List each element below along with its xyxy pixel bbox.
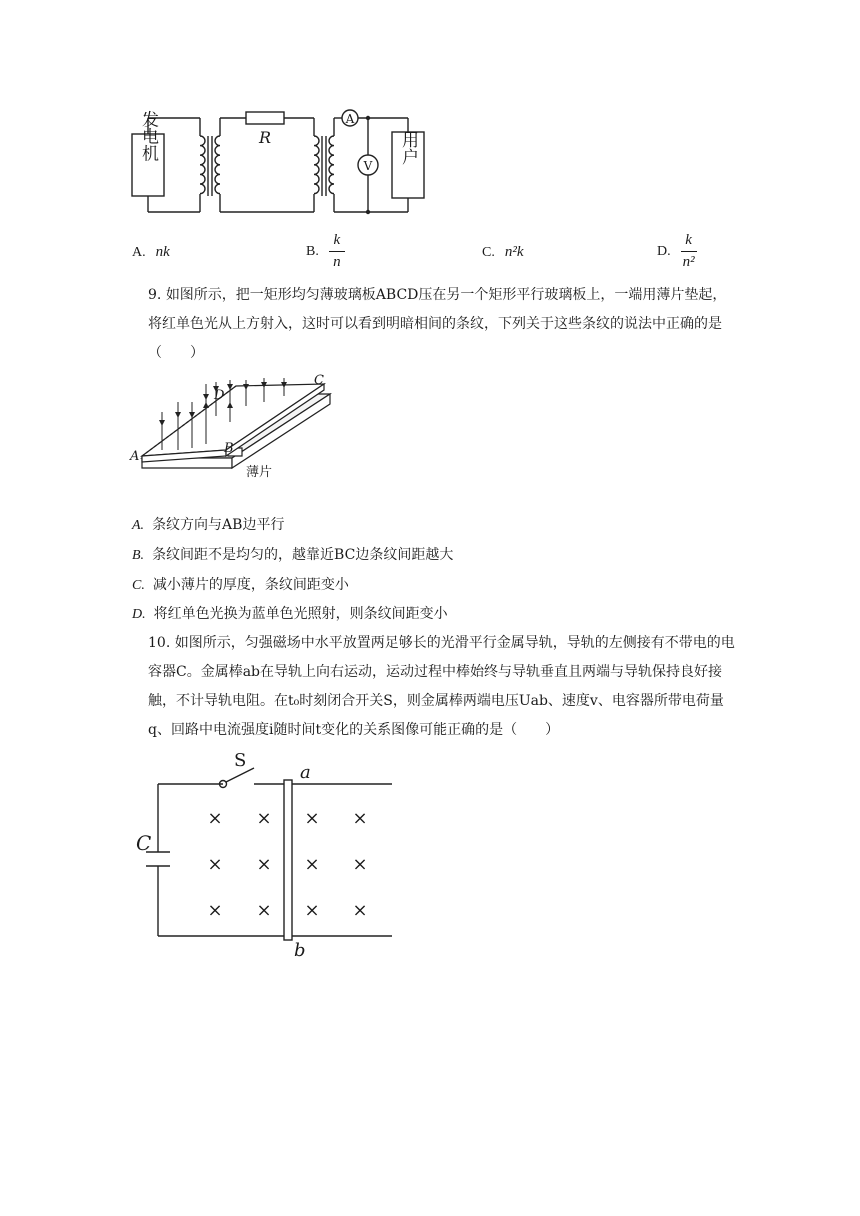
field-mark: ×: [352, 900, 368, 921]
capacitor-label: C: [136, 831, 152, 855]
q9-stem: 9. 如图所示，把一矩形均匀薄玻璃板ABCD压在另一个矩形平行玻璃板上，一端用薄片垫起，将红单色光从上方射入，这时可以看到明暗相间的条纹，下列关于这些条纹的说法中正确的是（ ）: [148, 287, 727, 361]
q8-option-d[interactable]: D. $\frac{k}{\text{n²}}$: [657, 232, 695, 270]
field-mark: ×: [304, 900, 320, 921]
field-mark: ×: [256, 854, 272, 875]
field-mark: ×: [207, 854, 223, 875]
field-mark: ×: [256, 808, 272, 829]
generator-label: 发电机: [138, 110, 158, 162]
shim-label: 薄片: [246, 465, 273, 480]
vertex-b-label: B: [224, 441, 234, 456]
fraction: $\frac{k}{\text{n²}}$: [682, 232, 695, 270]
capacitor-rail-figure: [130, 748, 400, 963]
resistor-label: R: [258, 128, 272, 147]
field-mark: ×: [352, 854, 368, 875]
field-mark: ×: [304, 854, 320, 875]
switch-label: S: [234, 750, 247, 771]
field-mark: ×: [352, 808, 368, 829]
q9-choice-d[interactable]: D. 将红单色光换为蓝单色光照射，则条纹间距变小: [132, 606, 448, 622]
field-mark: ×: [304, 808, 320, 829]
q9-choice-c[interactable]: C. 减小薄片的厚度，条纹间距变小: [132, 577, 349, 593]
ammeter-label: A: [345, 112, 355, 126]
field-mark: ×: [207, 900, 223, 921]
q8-option-c[interactable]: C. n²k: [482, 244, 524, 260]
q8-option-b[interactable]: B. $\frac{k}{n}$: [306, 232, 345, 271]
interference-plates-figure: [128, 372, 338, 482]
q8-option-a[interactable]: A. nk: [132, 244, 170, 260]
fraction: $\frac{k}{n}$: [329, 232, 345, 271]
q9-choice-a[interactable]: A. 条纹方向与AB边平行: [132, 517, 285, 533]
vertex-c-label: C: [314, 373, 324, 388]
field-mark: ×: [207, 808, 223, 829]
vertex-a-label: A: [130, 449, 140, 464]
vertex-d-label: D: [214, 388, 225, 403]
q10-stem: 10. 如图所示，匀强磁场中水平放置两足够长的光滑平行金属导轨，导轨的左侧接有不带电的电容器C。金属棒ab在导轨上向右运动，运动过程中棒始终与导轨垂直且两端与导轨保持良好接触，不计导轨电阻。在t₀时刻闭合开关S，则金属棒两端电压Uab、速度v、电容器所带电荷量q、回路中电流强度i随时间t变化的关系图像可能正确的是（ ）: [148, 635, 735, 738]
user-label: 用户: [398, 131, 418, 165]
voltmeter-label: V: [363, 159, 373, 173]
q9-choice-b[interactable]: B. 条纹间距不是均匀的，越靠近BC边条纹间距越大: [132, 547, 454, 563]
field-mark: ×: [256, 900, 272, 921]
rod-bottom-label: b: [294, 940, 306, 961]
rod-top-label: a: [300, 762, 311, 783]
transformer-circuit-figure: [128, 106, 428, 224]
